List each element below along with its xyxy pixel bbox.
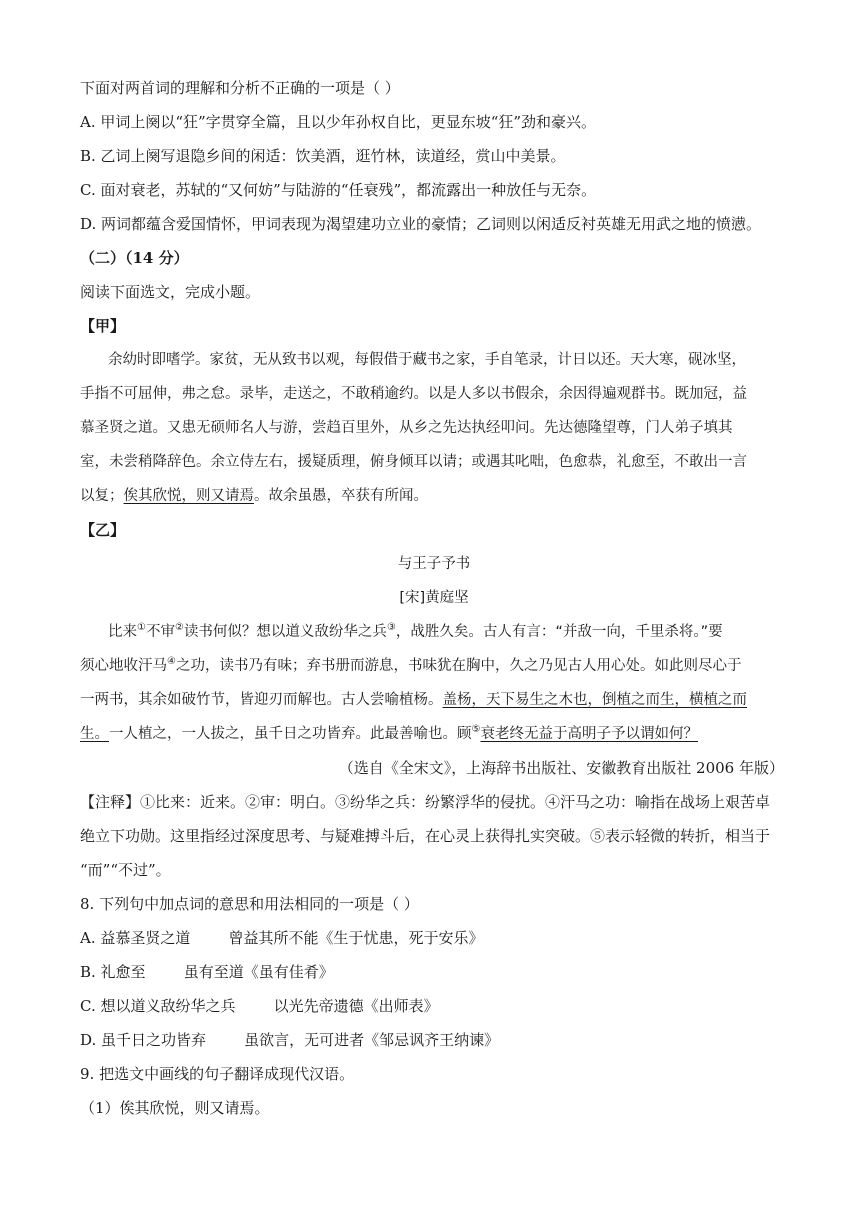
notes-line: 绝立下功勋。这里指经过深度思考、与疑难搏斗后，在心灵上获得扎实突破。⑤表示轻微的转折，相当于	[80, 827, 771, 845]
section-instruction: 阅读下面选文，完成小题。	[80, 283, 261, 301]
passage-yi-text: 一人植之，一人拔之，虽千日之功皆弃。此最善喻也。顾	[109, 726, 472, 742]
passage-yi-text: 之功，读书乃有味；弃书册而游息，书味犹在胸中，久之乃见古人用心处。如此则尽心于	[175, 658, 742, 674]
passage-jia-line: 慕圣贤之道。又患无硕师名人与游，尝趋百里外，从乡之先达执经叩问。先达德隆望尊，门人弟子填其	[80, 420, 733, 436]
q7-stem: 下面对两首词的理解和分析不正确的一项是（ ）	[80, 79, 400, 97]
passage-yi-text: 不审	[145, 624, 175, 640]
note-marker: ④	[167, 656, 176, 668]
q8-option-d: D. 虽千日之功皆弃 虽欲言，无可进者《邹忌讽齐王纳谏》	[80, 1031, 500, 1049]
passage-yi-label: 【乙】	[80, 521, 126, 539]
note-marker: ①	[137, 622, 146, 634]
passage-yi-text: 一两书，其余如破竹节，皆迎刃而解也。古人尝喻植杨。	[80, 692, 443, 708]
note-marker: ⑤	[471, 724, 481, 736]
q7-option-d: D. 两词都蕴含爱国情怀，甲词表现为渴望建功立业的豪情；乙词则以闲适反衬英雄无用武之地的愤懑。	[80, 215, 762, 233]
passage-yi-author: [宋]黄庭坚	[399, 590, 469, 606]
passage-jia-line	[80, 486, 428, 506]
passage-yi-line	[80, 690, 747, 710]
passage-yi-text: 读书何似？想以道义敌纷华之兵	[183, 624, 387, 640]
passage-yi-source: （选自《全宋文》，上海辞书出版社、安徽教育出版社 2006 年版）	[338, 759, 784, 777]
q8-stem: 8. 下列句中加点词的意思和用法相同的一项是（ ）	[80, 895, 419, 913]
q8-option-c: C. 想以道义敌纷华之兵 以光先帝遗德《出师表》	[80, 997, 439, 1015]
notes-line: “而”“不过”。	[80, 861, 171, 879]
notes-line: 【注释】①比来：近来。②审：明白。③纷华之兵：纷繁浮华的侵扰。④汗马之功：喻指在战场上艰苦卓	[80, 793, 771, 811]
q7-option-a: A. 甲词上阕以“狂”字贯穿全篇，且以少年孙权自比，更显东坡“狂”劲和豪兴。	[80, 113, 597, 131]
underlined-sentence-2: 盖杨，天下易生之木也，倒植之而生，横植之而	[442, 692, 747, 708]
passage-jia-text: 以复；	[80, 488, 124, 504]
note-marker: ③	[386, 622, 396, 634]
passage-yi-text: 须心地收汗马	[80, 658, 167, 674]
passage-yi-text: 比来	[108, 624, 137, 640]
note-marker: ②	[174, 622, 184, 634]
passage-yi-line	[80, 656, 741, 676]
q9-stem: 9. 把选文中画线的句子翻译成现代汉语。	[80, 1065, 355, 1083]
q7-option-b: B. 乙词上阕写退隐乡间的闲适：饮美酒，逛竹林，读道经，赏山中美景。	[80, 147, 566, 165]
passage-yi-title: 与王子予书	[397, 556, 471, 572]
passage-yi-text: ，战胜久矣。古人有言：“并敌一向，千里杀将。”要	[395, 624, 723, 640]
section-heading: （二）（14 分）	[80, 249, 189, 267]
underlined-sentence-2: 生。	[80, 726, 109, 742]
q8-option-a: A. 益慕圣贤之道 曾益其所不能《生于忧患，死于安乐》	[80, 929, 484, 947]
passage-jia-line: 室，未尝稍降辞色。余立侍左右，援疑质理，俯身倾耳以请；或遇其叱咄，色愈恭，礼愈至，不敢出一言	[80, 454, 747, 470]
q7-option-c: C. 面对衰老，苏轼的“又何妨”与陆游的“任衰残”，都流露出一种放任与无奈。	[80, 181, 597, 199]
passage-jia-text: 。故余虽愚，卒获有所闻。	[254, 488, 428, 504]
q9-sub1: （1）俟其欣悦，则又请焉。	[80, 1099, 270, 1117]
passage-yi-line	[108, 622, 723, 642]
passage-yi-line	[80, 724, 698, 744]
passage-jia-line: 余幼时即嗜学。家贫，无从致书以观，每假借于藏书之家，手自笔录，计日以还。天大寒，砚冰坚，	[108, 352, 746, 368]
passage-jia-line: 手指不可屈伸，弗之怠。录毕，走送之，不敢稍逾约。以是人多以书假余，余因得遍观群书。既加冠，益	[80, 386, 747, 402]
passage-jia-label: 【甲】	[80, 317, 126, 335]
q8-option-b: B. 礼愈至 虽有至道《虽有佳肴》	[80, 963, 334, 981]
underlined-sentence-1: 俟其欣悦，则又请焉	[123, 488, 254, 504]
underlined-sentence-3: 衰老终无益于高明子予以谓如何？	[480, 726, 698, 742]
